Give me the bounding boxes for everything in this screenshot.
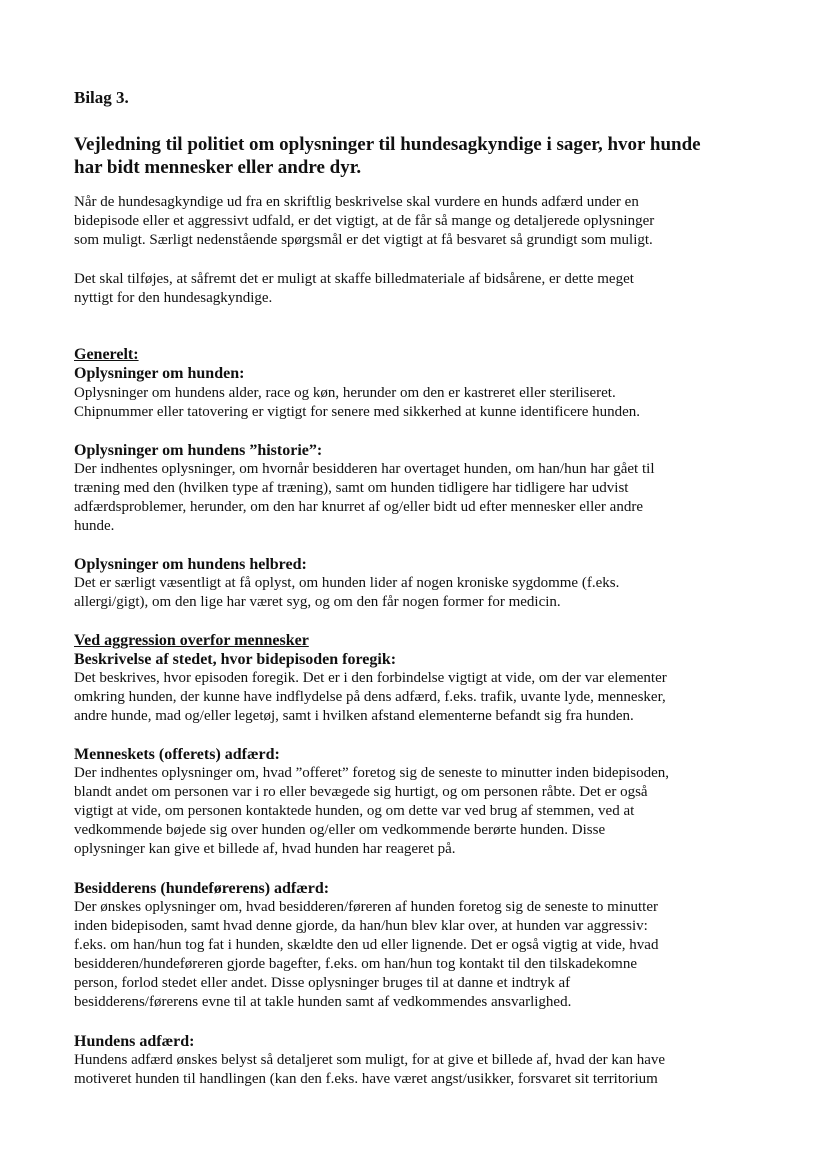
owner-heading: Besidderens (hundeførerens) adfærd: (74, 880, 330, 897)
document-title (74, 133, 754, 179)
aggression-heading: Ved aggression overfor mennesker (74, 632, 309, 649)
title-line: Vejledning til politiet om oplysninger til hundesagkyndige i sager, hvor hunde (74, 134, 701, 155)
text-line: Det beskrives, hvor episoden foregik. Det er i den forbindelse vigtigt at vide, om der var elementer (74, 670, 667, 686)
victim-heading: Menneskets (offerets) adfærd: (74, 746, 280, 763)
history-heading: Oplysninger om hundens ”historie”: (74, 442, 323, 459)
text-line: nyttigt for den hundesagkyndige. (74, 290, 273, 306)
text-line: Når de hundesagkyndige ud fra en skriftlig beskrivelse skal vurdere en hunds adfærd under en (74, 194, 639, 210)
place-heading: Beskrivelse af stedet, hvor bidepisoden foregik: (74, 651, 397, 668)
text-line: Det skal tilføjes, at såfremt det er muligt at skaffe billedmateriale af bidsårene, er dette meget (74, 271, 634, 287)
text-line: oplysninger kan give et billede af, hvad hunden har reageret på. (74, 841, 456, 857)
text-line: Der ønskes oplysninger om, hvad besidderen/føreren af hunden foretog sig de seneste to minutter (74, 899, 659, 915)
text-line: Oplysninger om hundens alder, race og køn, herunder om den er kastreret eller steriliseret. (74, 385, 616, 401)
dog-info-heading: Oplysninger om hunden: (74, 365, 245, 382)
text-line: vigtigt at vide, om personen kontaktede hunden, og om dette var ved brug af stemmen, ved at (74, 803, 635, 819)
photo-note-paragraph (74, 270, 774, 308)
dog-behavior-paragraph (74, 1051, 774, 1089)
text-line: person, forlod stedet eller andet. Disse oplysninger bruges til at danne et indtryk af (74, 975, 571, 991)
text-line: omkring hunden, der kunne have indflydelse på dens adfærd, f.eks. trafik, uvante lyde, mennesker, (74, 689, 666, 705)
victim-paragraph (74, 764, 774, 859)
text-line: inden bidepisoden, samt hvad denne gjorde, da han/hun blev klar over, at hunden var aggressiv: (74, 918, 648, 934)
text-line: adfærdsproblemer, herunder, om den har knurret af og/eller bidt ud efter mennesker eller andre (74, 499, 643, 515)
dog-info-paragraph (74, 384, 774, 422)
health-paragraph (74, 574, 774, 612)
place-paragraph (74, 669, 774, 726)
appendix-label: Bilag 3. (74, 88, 129, 107)
text-line: Chipnummer eller tatovering er vigtigt for senere med sikkerhed at kunne identificere hunden. (74, 404, 641, 420)
text-line: blandt andet om personen var i ro eller bevægede sig hurtigt, og om personen råbte. Det er også (74, 784, 648, 800)
general-heading: Generelt: (74, 346, 139, 363)
text-line: Der indhentes oplysninger, om hvornår besidderen har overtaget hunden, om han/hun har gået til (74, 461, 655, 477)
owner-paragraph (74, 898, 774, 1012)
title-line: har bidt mennesker eller andre dyr. (74, 157, 362, 178)
text-line: som muligt. Særligt nedenstående spørgsmål er det vigtigt at få besvaret så grundigt som muligt. (74, 232, 653, 248)
history-paragraph (74, 460, 774, 536)
text-line: træning med den (hvilken type af træning), samt om hunden tidligere har tidligere har udvist (74, 480, 629, 496)
text-line: f.eks. om han/hun tog fat i hunden, skældte den ud eller lignende. Det er også vigtig at vide, hvad (74, 937, 659, 953)
text-line: besidderens/førerens evne til at takle hunden samt af vedkommendes ansvarlighed. (74, 994, 572, 1010)
text-line: Der indhentes oplysninger om, hvad ”offeret” foretog sig de seneste to minutter inden bidepisoden, (74, 765, 669, 781)
dog-behavior-heading: Hundens adfærd: (74, 1033, 195, 1050)
text-line: motiveret hunden til handlingen (kan den f.eks. have været angst/usikker, forsvaret sit territorium (74, 1071, 658, 1087)
text-line: besidderen/hundeføreren gjorde bagefter, f.eks. om han/hun tog kontakt til den tilskadekomne (74, 956, 637, 972)
text-line: allergi/gigt), om den lige har været syg, og om den får nogen former for medicin. (74, 594, 561, 610)
text-line: hunde. (74, 518, 115, 534)
text-line: Hundens adfærd ønskes belyst så detaljeret som muligt, for at give et billede af, hvad der kan have (74, 1052, 666, 1068)
health-heading: Oplysninger om hundens helbred: (74, 556, 307, 573)
text-line: andre hunde, mad og/eller legetøj, samt i hvilken afstand elementerne befandt sig fra hunden. (74, 708, 634, 724)
text-line: bidepisode eller et aggressivt udfald, er det vigtigt, at de får så mange og detaljerede oplysninger (74, 213, 655, 229)
intro-paragraph (74, 193, 774, 250)
text-line: Det er særligt væsentligt at få oplyst, om hunden lider af nogen kroniske sygdomme (f.eks. (74, 575, 620, 591)
text-line: vedkommende bøjede sig over hunden og/eller om vedkommende berørte hunden. Disse (74, 822, 606, 838)
